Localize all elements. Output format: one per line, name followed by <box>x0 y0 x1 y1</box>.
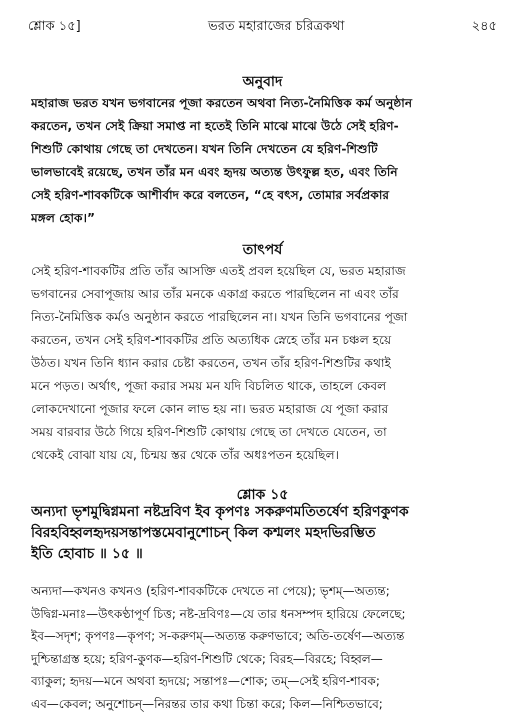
translation-line: সেই হরিণ-শাবকটিকে আশীর্বাদ করে বলতেন, “হে বৎস, তোমার সর্বপ্রকার <box>31 188 390 202</box>
page-header <box>28 16 497 38</box>
verse-line: অন্যদা ভৃশমুদ্বিগ্নমনা নষ্টদ্রবিণ ইব কৃপণঃ সকরুণমতিতর্ষেণ হরিণকুণক <box>31 504 409 520</box>
purport-line: করতেন, তখন সেই হরিণ-শাবকটির প্রতি অত্যধিক স্নেহে তাঁর মন চঞ্চল হয়ে <box>31 333 392 347</box>
verse-reference: শ্লোক ১৫] <box>28 18 81 34</box>
verse-line: ইতি হোবাচ ॥ ১৫ ॥ <box>31 546 143 562</box>
synonyms-line: ব্যাকুল; হৃদয়—মনে অথবা হৃদয়ে; সন্তাপঃ—শোক; তম্—সেই হরিণ-শাবক; <box>31 674 380 688</box>
purport-line: উঠত। যখন তিনি ধ্যান করার চেষ্টা করতেন, তখন তাঁর হরিণ-শিশুটির কথাই <box>31 356 391 370</box>
synonyms-line: ইব—সদৃশ; কৃপণঃ—কৃপণ; স-করুণম্—অত্যন্ত করুণভাবে; অতি-তর্ষেণ—অত্যন্ত <box>31 629 405 643</box>
purport-line: সময় বারবার উঠে গিয়ে হরিণ-শিশুটি কোথায় গেছে তা দেখতে যেতেন, তা <box>31 425 387 439</box>
chapter-title: ভরত মহারাজের চরিত্রকথা <box>208 18 345 34</box>
synonyms-line: এব—কেবল; অনুশোচন্—নিরন্তর তার কথা চিন্তা করে; কিল—নিশ্চিতভাবে; <box>31 696 383 711</box>
translation-text <box>31 92 495 230</box>
synonyms-text <box>31 580 495 715</box>
purport-line: সেই হরিণ-শাবকটির প্রতি তাঁর আসক্তি এতই প্রবল হয়েছিল যে, ভরত মহারাজ <box>31 264 406 278</box>
synonyms-line: অন্যদা—কখনও কখনও (হরিণ-শাবকটিকে দেখতে না পেয়ে); ভৃশম্—অত্যন্ত; <box>31 584 390 598</box>
purport-line: নিত্য-নৈমিত্তিক কর্মও অনুষ্ঠান করতে পারছিলেন না। যখন তিনি ভগবানের পূজা <box>31 310 408 324</box>
purport-text <box>31 260 495 467</box>
purport-heading: তাৎপর্য <box>242 242 283 258</box>
translation-line: ভালভাবেই রয়েছে, তখন তাঁর মন এবং হৃদয় অত্যন্ত উৎফুল্ল হত, এবং তিনি <box>31 165 398 179</box>
verse-heading: শ্লোক ১৫ <box>236 487 289 503</box>
translation-line: মঙ্গল হোক।” <box>31 211 95 225</box>
verse-text <box>31 502 495 565</box>
verse-line: বিরহবিহ্বলহৃদয়সন্তাপস্তমেবানুশোচন্ কিল কশ্মলং মহদভিরম্ভিত <box>31 525 376 541</box>
synonyms-line: উদ্বিগ্ন-মনাঃ—উৎকণ্ঠাপূর্ণ চিত্ত; নষ্ট-দ্রবিণঃ—যে তার ধনসম্পদ হারিয়ে ফেলেছে; <box>31 606 406 621</box>
purport-line: মনে পড়ত। অর্থাৎ, পূজা করার সময় মন যদি বিচলিত থাকে, তাহলে কেবল <box>31 379 387 393</box>
purport-line: ভগবানের সেবাপূজায় আর তাঁর মনকে একাগ্র করতে পারছিলেন না এবং তাঁর <box>31 287 399 301</box>
translation-line: মহারাজ ভরত যখন ভগবানের পূজা করতেন অথবা নিত্য-নৈমিত্তিক কর্ম অনুষ্ঠান <box>31 96 413 110</box>
translation-line: করতেন, তখন সেই ক্রিয়া সমাপ্ত না হতেই তিনি মাঝে মাঝে উঠে সেই হরিণ- <box>31 119 399 133</box>
synonyms-line: দুশ্চিন্তাগ্রস্ত হয়ে; হরিণ-কুণক—হরিণ-শিশুটি থেকে; বিরহ—বিরহে; বিহ্বল— <box>31 651 383 666</box>
page-number: ২৪৫ <box>471 18 497 34</box>
translation-line: শিশুটি কোথায় গেছে তা দেখতেন। যখন তিনি দেখতেন যে হরিণ-শিশুটি <box>31 142 378 156</box>
purport-line: লোকদেখানো পূজার ফলে কোন লাভ হয় না। ভরত মহারাজ যে পূজা করার <box>31 402 389 416</box>
translation-heading: অনুবাদ <box>242 74 283 90</box>
purport-line: থেকেই বোঝা যায় যে, চিন্ময় স্তর থেকে তাঁর অধঃপতন হয়েছিল। <box>31 448 340 462</box>
